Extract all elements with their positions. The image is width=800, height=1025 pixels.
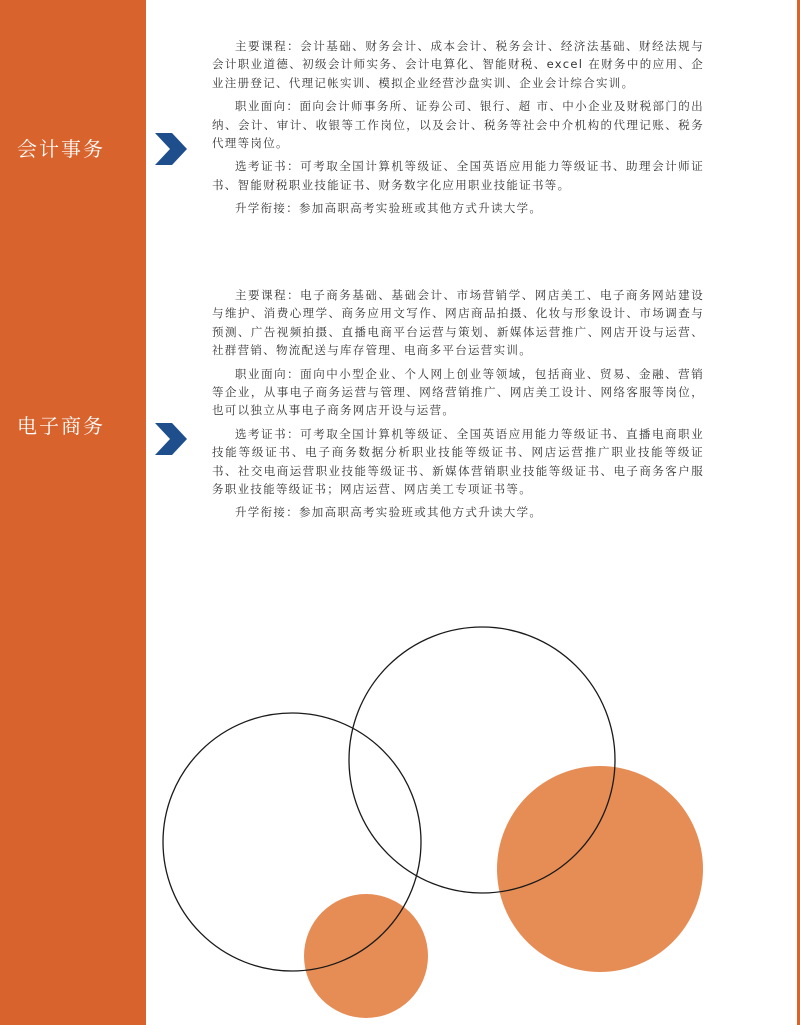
filled-circle-large: [497, 766, 703, 972]
ecommerce-careers: 职业面向：面向中小型企业、个人网上创业等领域，包括商业、贸易、金融、营销等企业，从事电子商务运营与管理、网络营销推广、网店美工设计、网络客服等岗位，也可以独立从事电子商务网店开设与运营。: [212, 366, 704, 418]
filled-circle-small: [304, 894, 428, 1018]
accounting-courses: 主要课程：会计基础、财务会计、成本会计、税务会计、经济法基础、财经法规与会计职业道德、初级会计师实务、会计电算化、智能财税、excel 在财务中的应用、企业注册登记、代理记帐实训、模拟企业经营沙盘实训、企业会计综合实训。: [212, 39, 704, 90]
accounting-careers: 职业面向：面向会计师事务所、证券公司、银行、超 市、中小企业及财税部门的出纳、会计、审计、收银等工作岗位，以及会计、税务等社会中介机构的代理记账、税务代理等岗位。: [212, 99, 704, 151]
accounting-further-study: 升学衔接：参加高职高考实验班或其他方式升读大学。: [235, 201, 543, 216]
ecommerce-further-study: 升学衔接：参加高职高考实验班或其他方式升读大学。: [235, 505, 543, 520]
ecommerce-certificates: 选考证书：可考取全国计算机等级证、全国英语应用能力等级证书、直播电商职业技能等级证书、电子商务数据分析职业技能等级证书、网店运营推广职业技能等级证书、社交电商运营职业技能等级证书、新媒体营销职业技能等级证书、电子商务客户服务职业技能等级证书；网店运营、网店美工专项证书等。: [212, 426, 704, 497]
section-label-accounting: 会计事务: [17, 137, 105, 161]
ecommerce-courses: 主要课程：电子商务基础、基础会计、市场营销学、网店美工、电子商务网站建设与维护、消费心理学、商务应用文写作、网店商品拍摄、化妆与形象设计、市场调查与预测、广告视频拍摄、直播电商平台运营与策划、新媒体运营推广、网店开设与运营、社群营销、物流配送与库存管理、电商多平台运营实训。: [212, 288, 704, 358]
accounting-certificates: 选考证书：可考取全国计算机等级证、全国英语应用能力等级证书、助理会计师证书、智能财税职业技能证书、财务数字化应用职业技能证书等。: [212, 159, 704, 192]
section-label-ecommerce: 电子商务: [17, 414, 105, 438]
